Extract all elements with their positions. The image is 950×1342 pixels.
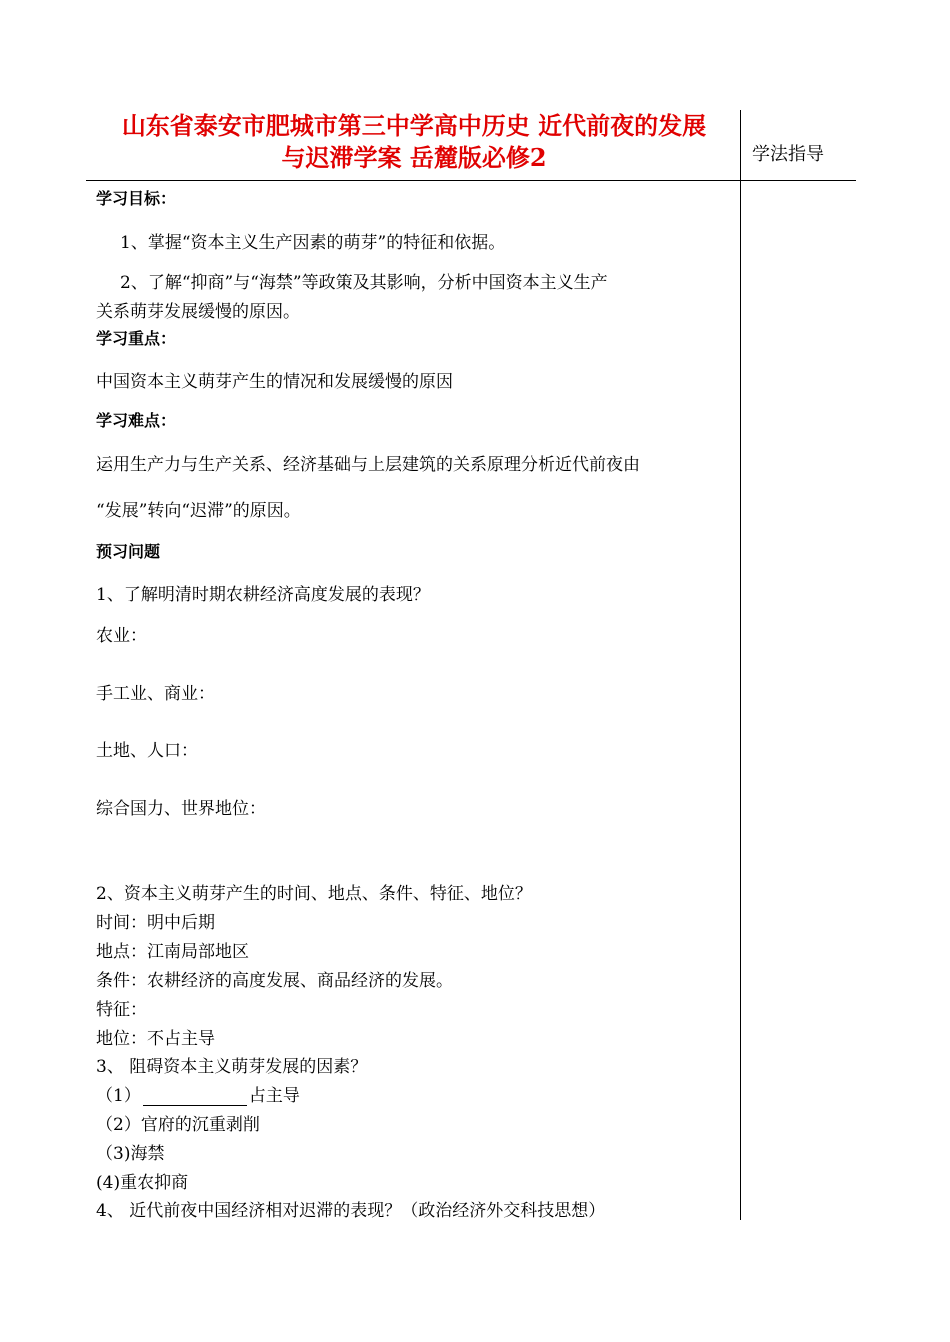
key-points-text: 中国资本主义萌芽产生的情况和发展缓慢的原因 (96, 372, 453, 392)
question-3-item-1 (96, 1081, 300, 1106)
question-3-item-2: （2）官府的沉重剥削 (96, 1115, 260, 1135)
question-2-feature: 特征： (96, 1000, 147, 1020)
title-line-2: 与迟滞学案 岳麓版必修2 (281, 143, 547, 172)
title-line-1: 山东省泰安市肥城市第三中学高中历史 近代前夜的发展 (121, 111, 707, 140)
question-1-handicraft: 手工业、商业： (96, 684, 215, 704)
page-title (90, 110, 738, 174)
question-3: 3、 阻碍资本主义萌芽发展的因素？ (96, 1057, 368, 1077)
question-1: 1、了解明清时期农耕经济高度发展的表现？ (96, 585, 430, 605)
header-divider (86, 180, 856, 181)
goal-item-2-line-2: 关系萌芽发展缓慢的原因。 (96, 302, 300, 322)
difficulties-heading: 学习难点： (96, 411, 177, 430)
difficulties-text-line-2: “发展”转向“迟滞”的原因。 (96, 501, 301, 521)
question-3-item-3: （3)海禁 (96, 1144, 165, 1164)
fill-in-blank[interactable] (143, 1087, 247, 1106)
question-4: 4、 近代前夜中国经济相对迟滞的表现？（政治经济外交科技思想） (96, 1201, 606, 1221)
question-3-item-4: (4)重农抑商 (96, 1173, 189, 1193)
question-2-place: 地点：江南局部地区 (96, 942, 249, 962)
difficulties-text-line-1: 运用生产力与生产关系、经济基础与上层建筑的关系原理分析近代前夜由 (96, 455, 640, 475)
question-1-agriculture: 农业： (96, 626, 147, 646)
column-divider (740, 110, 741, 1220)
goals-heading: 学习目标： (96, 189, 177, 208)
preview-heading: 预习问题 (96, 542, 161, 561)
question-3-item-1-suffix: 占主导 (248, 1086, 300, 1106)
question-3-item-1-prefix: （1） (96, 1086, 141, 1106)
goal-item-2-line-1: 2、了解“抑商”与“海禁”等政策及其影响，分析中国资本主义生产 (120, 273, 608, 293)
key-points-heading: 学习重点： (96, 329, 177, 348)
question-1-power: 综合国力、世界地位： (96, 799, 266, 819)
question-2: 2、资本主义萌芽产生的时间、地点、条件、特征、地位？ (96, 884, 532, 904)
goal-item-1: 1、掌握“资本主义生产因素的萌芽”的特征和依据。 (120, 233, 506, 253)
question-2-condition: 条件：农耕经济的高度发展、商品经济的发展。 (96, 971, 453, 991)
question-1-land: 土地、人口： (96, 741, 198, 761)
side-column-header: 学法指导 (752, 144, 824, 165)
question-2-status: 地位：不占主导 (96, 1029, 215, 1049)
question-2-time: 时间：明中后期 (96, 913, 215, 933)
